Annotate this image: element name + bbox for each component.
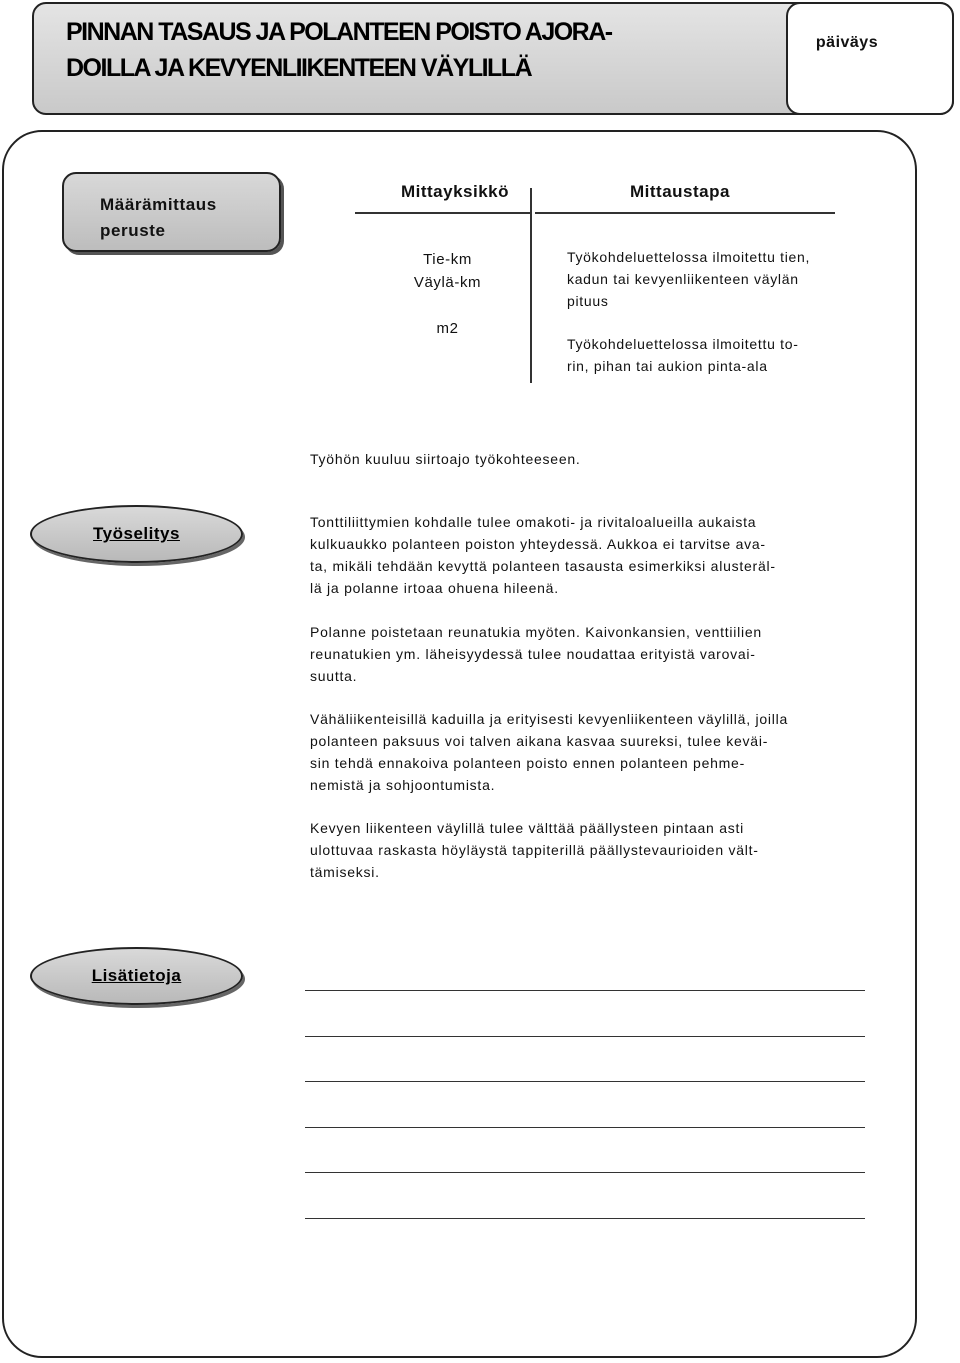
unit-column-header: Mittayksikkö bbox=[400, 182, 510, 201]
writing-line[interactable] bbox=[305, 1218, 865, 1219]
description-line: polanteen paksuus voi talven aikana kasvaa suureksi, tulee keväi- bbox=[310, 733, 769, 749]
measurement-basis-label-line-1: Määrämittaus bbox=[100, 195, 217, 214]
writing-line[interactable] bbox=[305, 1172, 865, 1173]
method-column-header: Mittaustapa bbox=[630, 182, 730, 201]
description-line: ta, mikäli tehdään kevyttä polanteen tasausta esimerkiksi alusteräl- bbox=[310, 558, 776, 574]
description-line: ulottuvaa raskasta höyläystä tappiterillä päällystevaurioiden vält- bbox=[310, 842, 759, 858]
description-line: nemistä ja sohjoontumista. bbox=[310, 777, 496, 793]
writing-line[interactable] bbox=[305, 1036, 865, 1037]
description-line: reunatukien ym. läheisyydessä tulee noudattaa erityistä varovai- bbox=[310, 646, 756, 662]
additional-info-label: Lisätietoja bbox=[91, 966, 182, 985]
description-paragraph bbox=[310, 708, 890, 796]
description-line: lä ja polanne irtoaa ohuena hileenä. bbox=[310, 580, 559, 596]
writing-line[interactable] bbox=[305, 1081, 865, 1082]
description-line: Kevyen liikenteen väylillä tulee välttää päällysteen pintaan asti bbox=[310, 820, 744, 836]
measurement-basis-label bbox=[100, 192, 270, 244]
transfer-note: Työhön kuuluu siirtoajo työkohteeseen. bbox=[310, 451, 581, 467]
description-paragraph bbox=[310, 511, 890, 599]
method-area-line: Työkohdeluettelossa ilmoitettu to- bbox=[567, 336, 799, 352]
method-area bbox=[567, 333, 867, 377]
method-length bbox=[567, 246, 867, 312]
date-box bbox=[786, 2, 954, 115]
description-line: tämiseksi. bbox=[310, 864, 380, 880]
column-divider bbox=[530, 188, 532, 383]
method-length-line: kadun tai kevyenliikenteen väylän bbox=[567, 271, 799, 287]
method-length-line: pituus bbox=[567, 293, 609, 309]
unit-path-km: Väylä-km bbox=[413, 274, 482, 291]
writing-line[interactable] bbox=[305, 1127, 865, 1128]
description-line: Polanne poistetaan reunatukia myöten. Kaivonkansien, venttiilien bbox=[310, 624, 762, 640]
description-paragraph bbox=[310, 817, 890, 883]
method-length-line: Työkohdeluettelossa ilmoitettu tien, bbox=[567, 249, 811, 265]
work-description-badge bbox=[30, 505, 243, 563]
page-title-line-1: PINNAN TASAUS JA POLANTEEN POISTO AJORA- bbox=[66, 18, 612, 46]
description-line: suutta. bbox=[310, 668, 358, 684]
page-title bbox=[66, 14, 786, 86]
unit-header-rule bbox=[355, 212, 530, 214]
page-title-line-2: DOILLA JA KEVYENLIIKENTEEN VÄYLILLÄ bbox=[66, 54, 532, 82]
description-line: Vähäliikenteisillä kaduilla ja erityisesti kevyenliikenteen väylillä, joilla bbox=[310, 711, 788, 727]
additional-info-badge bbox=[30, 947, 243, 1005]
method-area-line: rin, pihan tai aukion pinta-ala bbox=[567, 358, 768, 374]
method-header-rule bbox=[535, 212, 835, 214]
description-line: kulkuaukko polanteen poiston yhteydessä. Aukkoa ei tarvitse ava- bbox=[310, 536, 766, 552]
work-description-label: Työselitys bbox=[93, 524, 180, 543]
date-label: päiväys bbox=[815, 34, 879, 51]
writing-line[interactable] bbox=[305, 990, 865, 991]
measurement-basis-label-line-2: peruste bbox=[100, 221, 166, 240]
description-line: sin tehdä ennakoiva polanteen poisto ennen polanteen pehme- bbox=[310, 755, 745, 771]
unit-road-km: Tie-km bbox=[423, 251, 472, 268]
unit-m2: m2 bbox=[436, 320, 459, 337]
description-line: Tonttiliittymien kohdalle tulee omakoti- ja rivitaloalueilla aukaista bbox=[310, 514, 757, 530]
description-paragraph bbox=[310, 621, 890, 687]
